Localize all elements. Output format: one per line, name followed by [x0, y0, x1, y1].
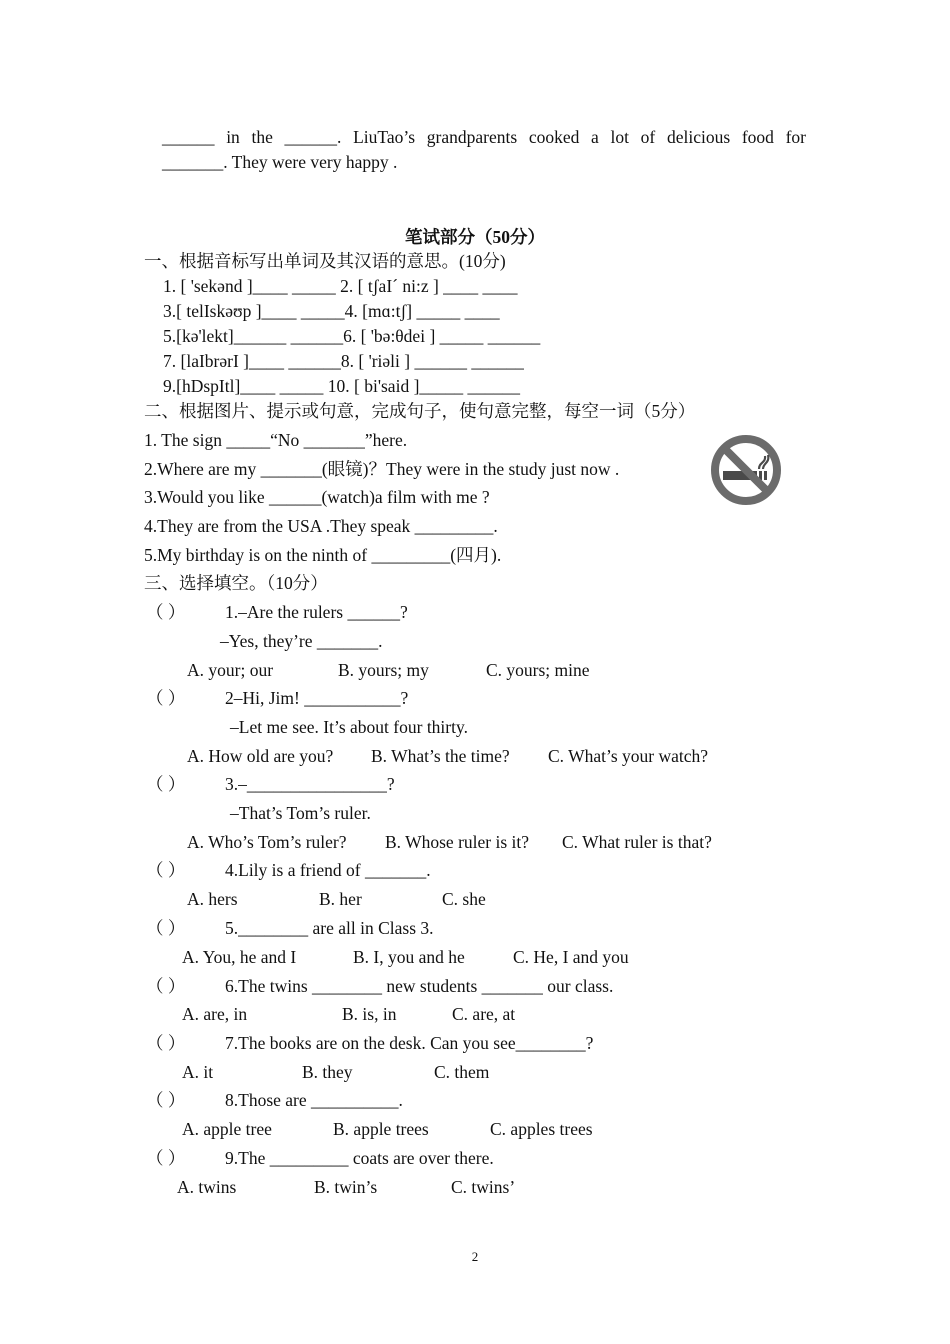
question-9-option-c: C. twins’	[451, 1177, 516, 1197]
section2-item-3: 3.Would you like ______(watch)a film with me ?	[144, 487, 490, 507]
section1-row-2: 3.[ telIskəʊp ]____ _____4. [mɑ:tʃ] _____ ____	[163, 301, 500, 321]
section3-title: 三、选择填空。（10分）	[144, 573, 328, 593]
question-5-option-b: B. I, you and he	[353, 947, 465, 967]
section1-row-3: 5.[kə'lekt]______ ______6. [ 'bə:θdei ] _____ ______	[163, 326, 541, 346]
question-4-option-b: B. her	[319, 889, 362, 909]
question-1-response: –Yes, they’re _______.	[220, 631, 383, 651]
answer-blank-2[interactable]: （ ）	[146, 688, 186, 708]
question-6-option-c: C. are, at	[452, 1004, 516, 1024]
section1-row-5: 9.[hDspItl]____ _____ 10. [ bi'said ]_____ ______	[163, 376, 521, 396]
section2-item-5: 5.My birthday is on the ninth of _________(四月).	[144, 545, 502, 565]
answer-blank-3[interactable]: （ ）	[146, 774, 186, 794]
question-9: 9.The _________ coats are over there.	[225, 1148, 494, 1168]
question-2-option-b: B. What’s the time?	[371, 746, 510, 766]
question-6-option-b: B. is, in	[342, 1004, 397, 1024]
question-9-option-b: B. twin’s	[314, 1177, 378, 1197]
question-6: 6.The twins ________ new students _______ our class.	[225, 976, 614, 996]
question-7: 7.The books are on the desk. Can you see________?	[225, 1033, 594, 1053]
no-smoking-icon	[710, 434, 782, 506]
question-3-option-a: A. Who’s Tom’s ruler?	[187, 832, 347, 852]
question-8-option-b: B. apple trees	[333, 1119, 429, 1139]
answer-blank-7[interactable]: （ ）	[146, 1033, 186, 1053]
question-3-option-c: C. What ruler is that?	[562, 832, 712, 852]
answer-blank-9[interactable]: （ ）	[146, 1148, 186, 1168]
question-5-option-a: A. You, he and I	[182, 947, 297, 967]
question-3-response: –That’s Tom’s ruler.	[230, 803, 371, 823]
question-5-option-c: C. He, I and you	[513, 947, 629, 967]
question-1-option-c: C. yours; mine	[486, 660, 590, 680]
section1-row-1: 1. [ 'sekənd ]____ _____ 2. [ tʃaIˊ ni:z ] ____ ____	[163, 276, 518, 296]
question-7-option-c: C. them	[434, 1062, 490, 1082]
question-2-response: –Let me see. It’s about four thirty.	[230, 717, 468, 737]
question-2-option-a: A. How old are you?	[187, 746, 334, 766]
question-6-option-a: A. are, in	[182, 1004, 248, 1024]
answer-blank-1[interactable]: （ ）	[146, 602, 186, 622]
question-5: 5.________ are all in Class 3.	[225, 918, 434, 938]
question-9-option-a: A. twins	[177, 1177, 237, 1197]
question-3: 3.–________________?	[225, 774, 395, 794]
question-8-option-a: A. apple tree	[182, 1119, 272, 1139]
question-7-option-a: A. it	[182, 1062, 214, 1082]
question-2: 2–Hi, Jim! ___________?	[225, 688, 409, 708]
section2-item-1: 1. The sign _____“No _______”here.	[144, 430, 408, 450]
question-3-option-b: B. Whose ruler is it?	[385, 832, 530, 852]
written-part-title: 笔试部分（50分）	[405, 227, 545, 247]
question-1: 1.–Are the rulers ______?	[225, 602, 408, 622]
question-4-option-c: C. she	[442, 889, 486, 909]
question-4-option-a: A. hers	[187, 889, 238, 909]
intro-line-1: ______ in the ______. LiuTao’s grandparents cooked a lot of delicious food for	[162, 127, 806, 147]
question-8: 8.Those are __________.	[225, 1090, 403, 1110]
section1-row-4: 7. [laIbrərI ]____ ______8. [ 'riəli ] ______ ______	[163, 351, 524, 371]
question-8-option-c: C. apples trees	[490, 1119, 593, 1139]
answer-blank-8[interactable]: （ ）	[146, 1090, 186, 1110]
page-number: 2	[471, 1249, 479, 1264]
section2-title: 二、根据图片、提示或句意，完成句子，使句意完整，每空一词（5分）	[144, 401, 696, 421]
question-4: 4.Lily is a friend of _______.	[225, 860, 431, 880]
question-2-option-c: C. What’s your watch?	[548, 746, 709, 766]
section1-title: 一、根据音标写出单词及其汉语的意思。(10分)	[144, 251, 506, 271]
question-1-option-b: B. yours; my	[338, 660, 429, 680]
section2-item-2: 2.Where are my _______(眼镜)？They were in the study just now .	[144, 459, 620, 479]
answer-blank-6[interactable]: （ ）	[146, 976, 186, 996]
intro-line-2: _______. They were very happy .	[162, 152, 398, 172]
answer-blank-5[interactable]: （ ）	[146, 918, 186, 938]
question-1-option-a: A. your; our	[187, 660, 274, 680]
question-7-option-b: B. they	[302, 1062, 353, 1082]
answer-blank-4[interactable]: （ ）	[146, 860, 186, 880]
section2-item-4: 4.They are from the USA .They speak _________.	[144, 516, 498, 536]
